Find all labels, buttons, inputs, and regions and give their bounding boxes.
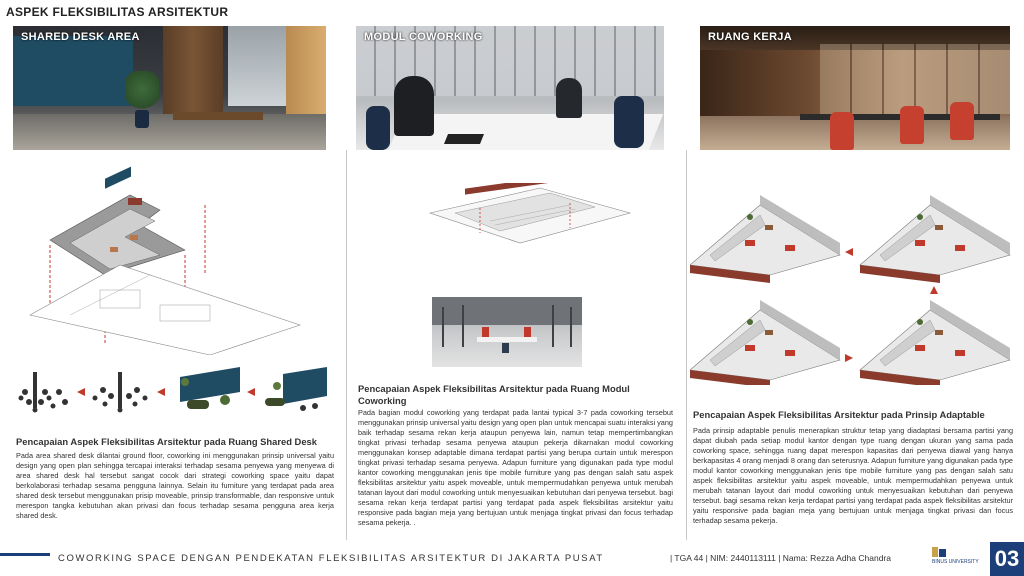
photo-label-ruang-kerja: RUANG KERJA bbox=[708, 31, 792, 43]
red-chair bbox=[900, 106, 924, 144]
shared-desk-paragraph: Pada area shared desk dilantai ground floor, coworking ini menggunakan prinsip universal yaitu design yang open plan sehingga tercapai interaksi terhadap sesama penyewa yang menyewa di area shared desk hal tersebut sangat cocok dari strategi coworking space yaitu dapat berkolaborasi terhadap sesama pengguna lainnya. Selain itu furniture yang terdapat pada area shared desk tersebut menggunakan prisip moveable, prinsip transformable, dan responsive untuk merespon tangka kebutuhan akan privasi dan focus terhadap sesama pengguna area kerja shared desk. bbox=[16, 451, 334, 520]
teal-wall bbox=[13, 36, 133, 106]
glass-partition bbox=[820, 44, 1010, 114]
shared-desk-exploded-axonometric bbox=[10, 165, 340, 355]
table bbox=[173, 112, 263, 120]
footer-title: COWORKING SPACE DENGAN PENDEKATAN FLEKSIBILITAS ARSITEKTUR DI JAKARTA PUSAT bbox=[58, 553, 604, 564]
logo-text: BINUS UNIVERSITY bbox=[932, 559, 979, 565]
red-chair bbox=[830, 112, 854, 150]
chair bbox=[614, 96, 644, 148]
laptop bbox=[444, 134, 484, 144]
logo-mark-icon bbox=[932, 547, 946, 557]
university-logo bbox=[932, 547, 982, 573]
page-title: ASPEK FLEKSIBILITAS ARSITEKTUR bbox=[6, 5, 229, 19]
shared-desk-photo bbox=[13, 26, 326, 150]
person-silhouette bbox=[394, 76, 434, 136]
photo-label-shared-desk: SHARED DESK AREA bbox=[21, 31, 140, 43]
shared-desk-heading: Pencapaian Aspek Fleksibilitas Arsitektur pada Ruang Shared Desk bbox=[16, 436, 317, 447]
red-chair bbox=[950, 102, 974, 140]
plant-pot bbox=[135, 110, 149, 128]
adaptable-heading: Pencapaian Aspek Fleksibilitas Arsitektur pada Prinsip Adaptable bbox=[693, 409, 985, 420]
adaptable-module-sequence bbox=[690, 190, 1015, 385]
modul-heading: Pencapaian Aspek Fleksibilitas Arsitektur pada Ruang Modul Coworking bbox=[358, 383, 630, 406]
photo-label-modul: MODUL COWORKING bbox=[364, 31, 483, 43]
modul-coworking-photo bbox=[356, 26, 664, 150]
modul-paragraph: Pada bagian modul coworking yang terdapat pada lantai typical 3-7 pada coworking tersebut menggunakan prinsip universal yaitu design yang open plan untuk mencapai suatu interaksi yang baik terhadap sesama rekan kerja ataupun penyewa lain, namun tetap mempertimbangkan tingkat privasi terhadap sesama penyewa ataupun pekerja dikarnakan modul coworking menggunakan konsep adaptable dimana terdapat partisi yang berupa curtain untuk merespon tingkat privasi terhadap sesama penyewa. Adapun furniture yang digunakan pada type modul kantor coworking menggunakan jenis tipe mobile furniture yang pas dengan salah satu aspek fleksibilitas arsitektur yaitu aspek moveable, untuk mempermudahkan penyewa untuk merubah tatanan layout dari modul coworking untuk menyesuaikan kebutuhan dari penyewa tersebut. bagi sesama rekan kerja terdapat partisi yang terdapat pada aspek fleksibilitas arsitektur yaitu responsive pada bagian meja yang bertujuan untuk menjaga tingkat privasi dan focus terhadap sesama pekerja. . bbox=[358, 408, 673, 527]
ruang-kerja-photo bbox=[700, 26, 1010, 150]
column-divider bbox=[686, 150, 687, 540]
chair bbox=[366, 106, 390, 150]
adaptable-paragraph: Pada prinsip adaptable penulis menerapkan struktur tetap yang diadaptasi bersama partisi yang dapat diubah pada setiap modul kantor dengan type ruang dengan ukuran yang sama pada coworking space, sehingga ruang dapat merespon kapasitas dari penyewa diawal yang hanya berkapasitas 4 orang menjadi 8 orang dan seterusnya. Adapun furniture yang digunakan pada type modul kantor coworking menggunakan jenis tipe mobile furniture yang pas dengan salah satu aspek fleksibilitas arsitektur yaitu aspek moveable, untuk mempermudahkan penyewa untuk merubah tatanan layout dari modul coworking untuk menyesuaikan kebutuhan dari penyewa tersebut. bagi sesama rekan kerja terdapat partisi yang terdapat pada aspek fleksibilitas arsitektur yaitu responsive pada bagian meja yang bertujuan untuk menjaga tingkat privasi dan focus terhadap sesama pekerja. bbox=[693, 426, 1013, 525]
footer-student-info: | TGA 44 | NIM: 2440113111 | Nama: Rezza Adha Chandra bbox=[670, 553, 891, 563]
modul-coworking-render bbox=[432, 297, 582, 367]
page-number: 03 bbox=[990, 542, 1024, 576]
window bbox=[228, 26, 288, 106]
shared-desk-furniture-sequence bbox=[15, 362, 330, 420]
footer-accent-bar bbox=[0, 553, 50, 556]
column-divider bbox=[346, 150, 347, 540]
modul-coworking-axonometric bbox=[420, 183, 640, 253]
person-silhouette bbox=[556, 78, 582, 118]
floor bbox=[13, 114, 326, 150]
